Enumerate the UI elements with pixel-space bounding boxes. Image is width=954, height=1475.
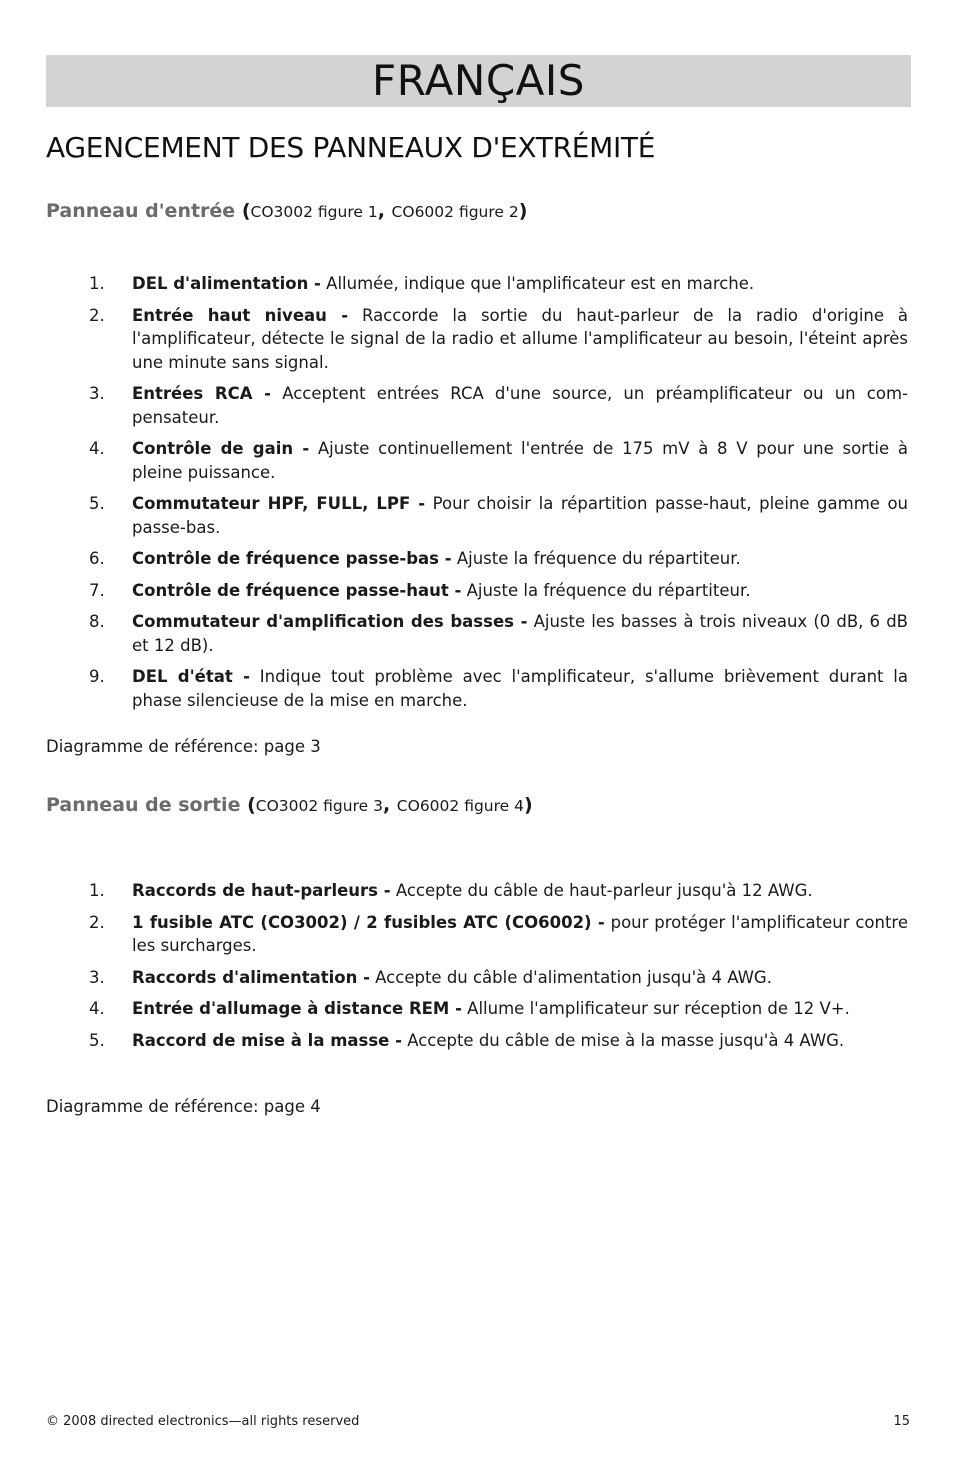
list-item: 5. Commutateur HPF, FULL, LPF - Pour choisir la répartition passe-haut, pleine gamme ou passe-bas. [89,494,908,537]
page-number: 15 [893,1414,910,1429]
output-panel-comma: , [382,794,391,816]
input-panel-section [46,200,911,230]
input-panel-list [46,272,911,712]
output-panel-model-b: CO6002 figure 4 [396,797,524,815]
input-panel-reference: Diagramme de référence: page 3 [46,737,321,756]
list-item: 2. Entrée haut niveau - Raccorde la sortie du haut-parleur de la radio d'origine à l'amplificateur, détecte le signal de la radio et allume l'amplificateur au besoin, l'éteint après une minute sans signal. [89,305,909,372]
list-item: 4. Contrôle de gain - Ajuste continuellement l'entrée de 175 mV à 8 V pour une sortie à pleine puissance. [89,439,908,482]
list-item: 1. Raccords de haut-parleurs - Accepte du câble de haut-parleur jusqu'à 12 AWG. [89,881,813,900]
output-panel-list-wrap [46,879,911,1060]
output-panel-close-paren: ) [523,794,533,816]
input-panel-model-b: CO6002 figure 2 [391,203,519,221]
output-panel-open-paren: ( [247,794,256,816]
input-panel-heading [46,200,911,230]
input-panel-close-paren: ) [518,200,528,222]
page-footer [46,1414,910,1429]
copyright-text: © 2008 directed electronics—all rights reserved [46,1414,360,1429]
output-panel-heading [46,794,911,824]
output-panel-section [46,794,911,824]
input-panel-model-a: CO3002 figure 1 [250,203,378,221]
list-item: 3. Raccords d'alimentation - Accepte du câble d'alimentation jusqu'à 4 AWG. [89,967,772,987]
input-panel-open-paren: ( [241,200,251,222]
language-title: FRANÇAIS [372,56,585,105]
output-panel-model-a: CO3002 figure 3 [255,797,383,815]
list-item: 2. 1 fusible ATC (CO3002) / 2 fusibles ATC (CO6002) - pour protéger l'amplificateur contre les surcharges. [89,912,909,955]
list-item: 9. DEL d'état - Indique tout problème avec l'amplificateur, s'allume brièvement durant la phase silencieuse de la mise en marche. [89,667,909,710]
output-panel-reference: Diagramme de référence: page 4 [46,1097,321,1116]
output-panel-heading-text: Panneau de sortie [46,794,241,816]
output-panel-list [46,879,911,1052]
list-item: 5. Raccord de mise à la masse - Accepte du câble de mise à la masse jusqu'à 4 AWG. [89,1030,845,1050]
list-item: 3. Entrées RCA - Acceptent entrées RCA d'une source, un préamplificateur ou un com-pensateur. [89,384,908,427]
language-banner [46,55,911,107]
section-title: AGENCEMENT DES PANNEAUX D'EXTRÉMITÉ [46,131,656,164]
list-item: 1. DEL d'alimentation - Allumée, indique que l'amplificateur est en marche. [89,274,755,293]
list-item: 6. Contrôle de fréquence passe-bas - Ajuste la fréquence du répartiteur. [89,549,741,568]
list-item: 4. Entrée d'allumage à distance REM - Allume l'amplificateur sur réception de 12 V+. [89,999,850,1018]
input-panel-comma: , [377,200,385,222]
list-item: 7. Contrôle de fréquence passe-haut - Ajuste la fréquence du répartiteur. [89,580,751,600]
input-panel-list-wrap [46,272,911,720]
input-panel-heading-text: Panneau d'entrée [46,200,236,222]
list-item: 8. Commutateur d'amplification des basses - Ajuste les basses à trois niveaux (0 dB, 6 dB et 12 dB). [89,612,908,655]
